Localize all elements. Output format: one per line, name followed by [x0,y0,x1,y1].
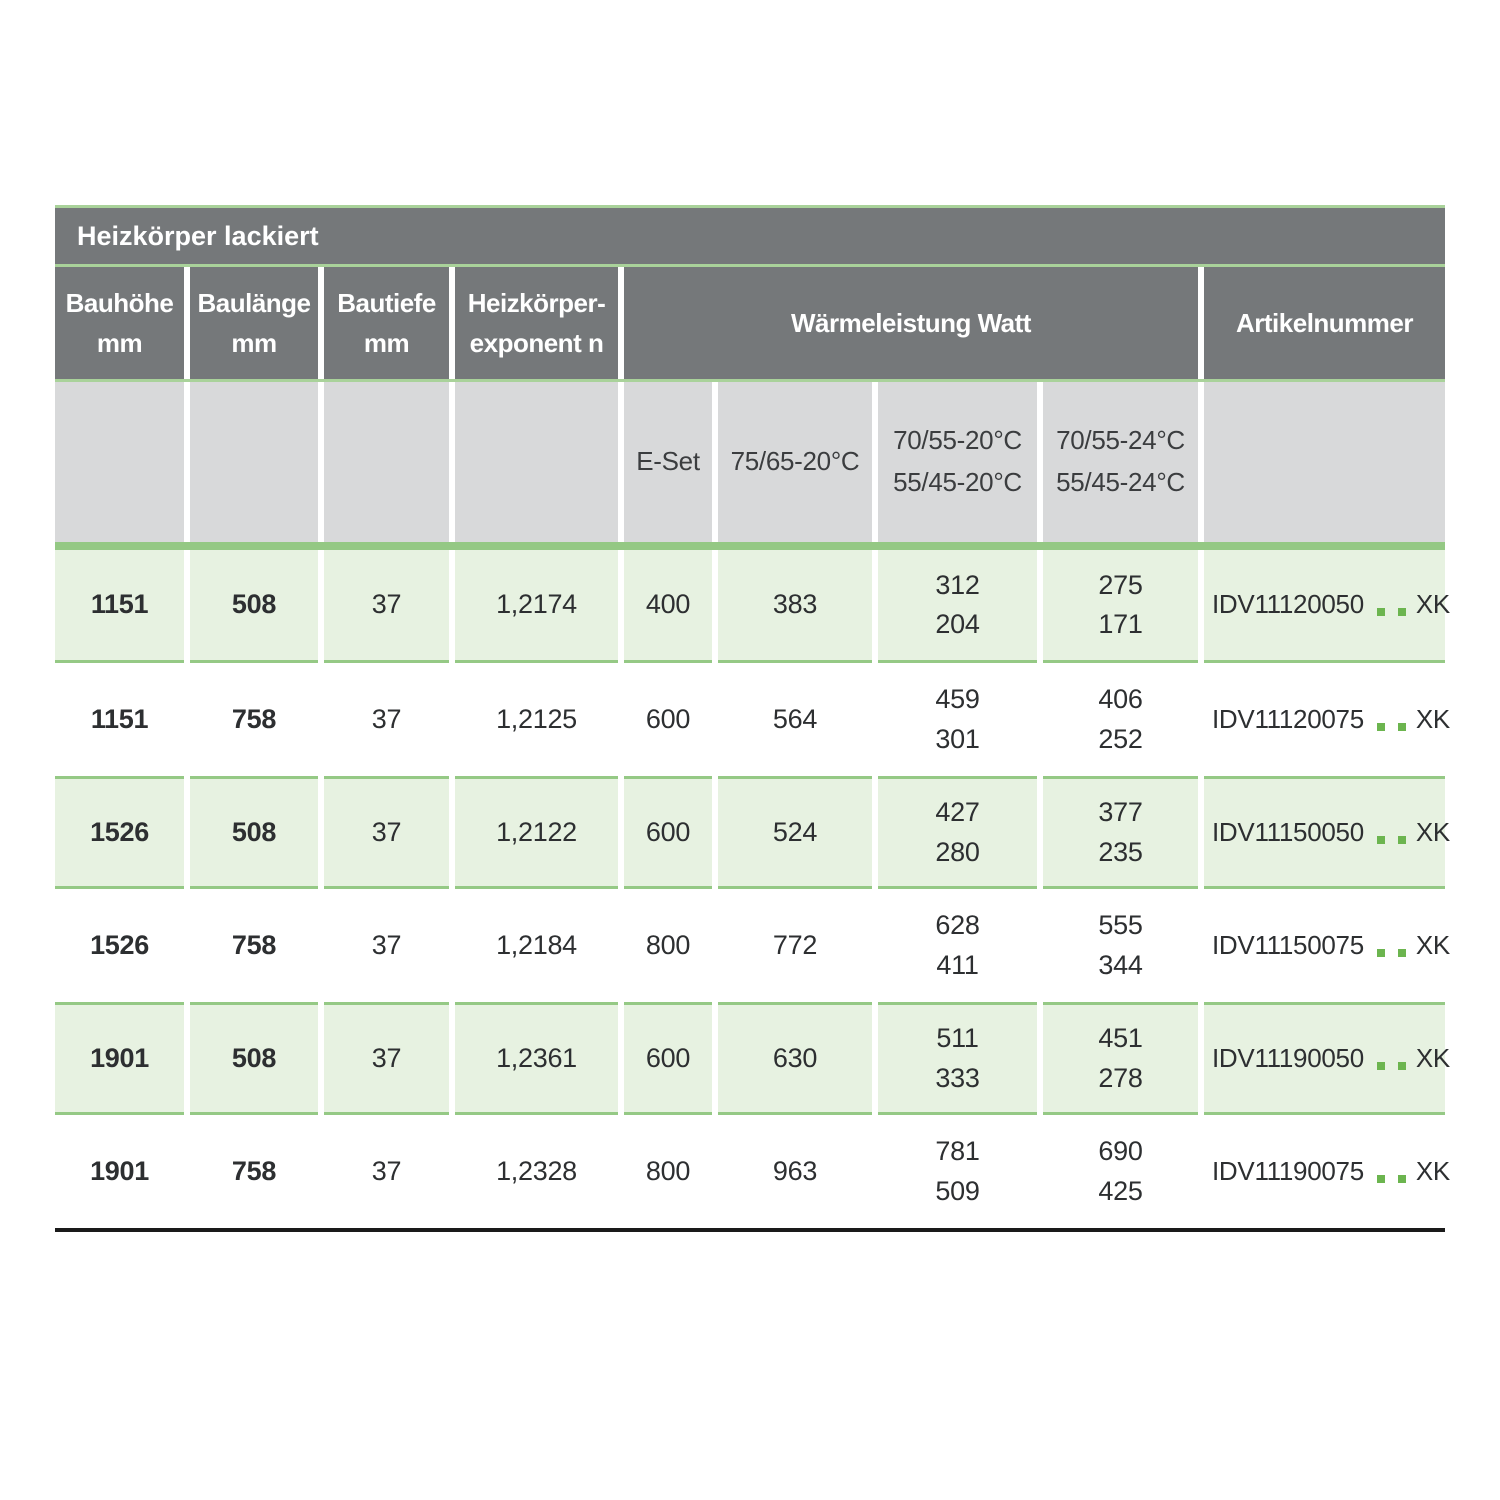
table-row [55,550,1450,663]
subheader-75-65: 75/65-20°C [718,382,872,542]
cell-eset: 600 [624,776,712,889]
cell-artikelnummer: IDV11190075 XK [1204,1115,1445,1228]
subheader-eset: E-Set [624,382,712,542]
cell-bauhoehe: 1526 [55,776,184,889]
cell-watt-70-55-24: 451 278 [1043,1002,1198,1115]
cell-bautiefe: 37 [324,663,449,776]
cell-baulaenge: 758 [190,1115,318,1228]
cell-eset: 800 [624,1115,712,1228]
green-dots-icon [1377,608,1406,616]
header-exponent: Heizkörper- exponent n [455,267,618,379]
header-separator-bar [55,542,1445,550]
header-artikelnummer: Artikelnummer [1204,267,1445,379]
subheader-empty [455,382,618,542]
cell-baulaenge: 508 [190,550,318,663]
cell-watt-75-65: 383 [718,550,872,663]
green-dots-icon [1377,949,1406,957]
cell-artikelnummer: IDV11150050 XK [1204,776,1445,889]
cell-watt-70-55-24: 690 425 [1043,1115,1198,1228]
spec-table [55,205,1450,1232]
cell-baulaenge: 508 [190,776,318,889]
cell-watt-70-55-20: 628 411 [878,889,1037,1002]
cell-baulaenge: 508 [190,1002,318,1115]
cell-watt-70-55-24: 377 235 [1043,776,1198,889]
cell-bautiefe: 37 [324,1115,449,1228]
header-bautiefe: Bautiefe mm [324,267,449,379]
cell-baulaenge: 758 [190,889,318,1002]
cell-eset: 800 [624,889,712,1002]
table-title: Heizkörper lackiert [77,220,319,251]
cell-watt-75-65: 564 [718,663,872,776]
cell-watt-70-55-20: 312 204 [878,550,1037,663]
subheader-70-55-20: 70/55-20°C 55/45-20°C [878,382,1037,542]
cell-eset: 600 [624,1002,712,1115]
cell-eset: 600 [624,663,712,776]
cell-bauhoehe: 1151 [55,663,184,776]
subheader-empty [190,382,318,542]
green-dots-icon [1377,1062,1406,1070]
cell-bauhoehe: 1151 [55,550,184,663]
subheader-empty [324,382,449,542]
cell-exponent: 1,2184 [455,889,618,1002]
cell-watt-75-65: 963 [718,1115,872,1228]
cell-exponent: 1,2125 [455,663,618,776]
cell-exponent: 1,2122 [455,776,618,889]
cell-watt-70-55-24: 555 344 [1043,889,1198,1002]
cell-watt-75-65: 772 [718,889,872,1002]
cell-bautiefe: 37 [324,550,449,663]
cell-artikelnummer: IDV11150075 XK [1204,889,1445,1002]
table-row [55,1115,1450,1228]
table-row [55,889,1450,1002]
cell-artikelnummer: IDV11120050 XK [1204,550,1445,663]
header-waermeleistung: Wärmeleistung Watt [624,267,1198,379]
column-header-row [55,267,1445,379]
header-bauhoehe: Bauhöhe mm [55,267,184,379]
cell-bautiefe: 37 [324,889,449,1002]
table-row [55,776,1450,889]
header-baulaenge: Baulänge mm [190,267,318,379]
cell-exponent: 1,2361 [455,1002,618,1115]
cell-watt-75-65: 524 [718,776,872,889]
subheader-empty [55,382,184,542]
cell-baulaenge: 758 [190,663,318,776]
cell-exponent: 1,2174 [455,550,618,663]
green-dots-icon [1377,723,1406,731]
cell-bauhoehe: 1901 [55,1002,184,1115]
cell-artikelnummer: IDV11190050 XK [1204,1002,1445,1115]
cell-watt-70-55-24: 275 171 [1043,550,1198,663]
subheader-70-55-24: 70/55-24°C 55/45-24°C [1043,382,1198,542]
cell-watt-70-55-20: 427 280 [878,776,1037,889]
cell-watt-70-55-20: 459 301 [878,663,1037,776]
table-title-band [55,208,1445,264]
cell-bautiefe: 37 [324,1002,449,1115]
cell-exponent: 1,2328 [455,1115,618,1228]
subheader-row [55,382,1445,542]
cell-bauhoehe: 1901 [55,1115,184,1228]
cell-eset: 400 [624,550,712,663]
cell-watt-70-55-20: 781 509 [878,1115,1037,1228]
cell-bauhoehe: 1526 [55,889,184,1002]
subheader-empty [1204,382,1445,542]
cell-watt-70-55-20: 511 333 [878,1002,1037,1115]
green-dots-icon [1377,1175,1406,1183]
cell-watt-70-55-24: 406 252 [1043,663,1198,776]
green-dots-icon [1377,836,1406,844]
cell-artikelnummer: IDV11120075 XK [1204,663,1445,776]
table-bottom-border [55,1228,1445,1232]
cell-bautiefe: 37 [324,776,449,889]
table-row [55,1002,1450,1115]
cell-watt-75-65: 630 [718,1002,872,1115]
table-row [55,663,1450,776]
